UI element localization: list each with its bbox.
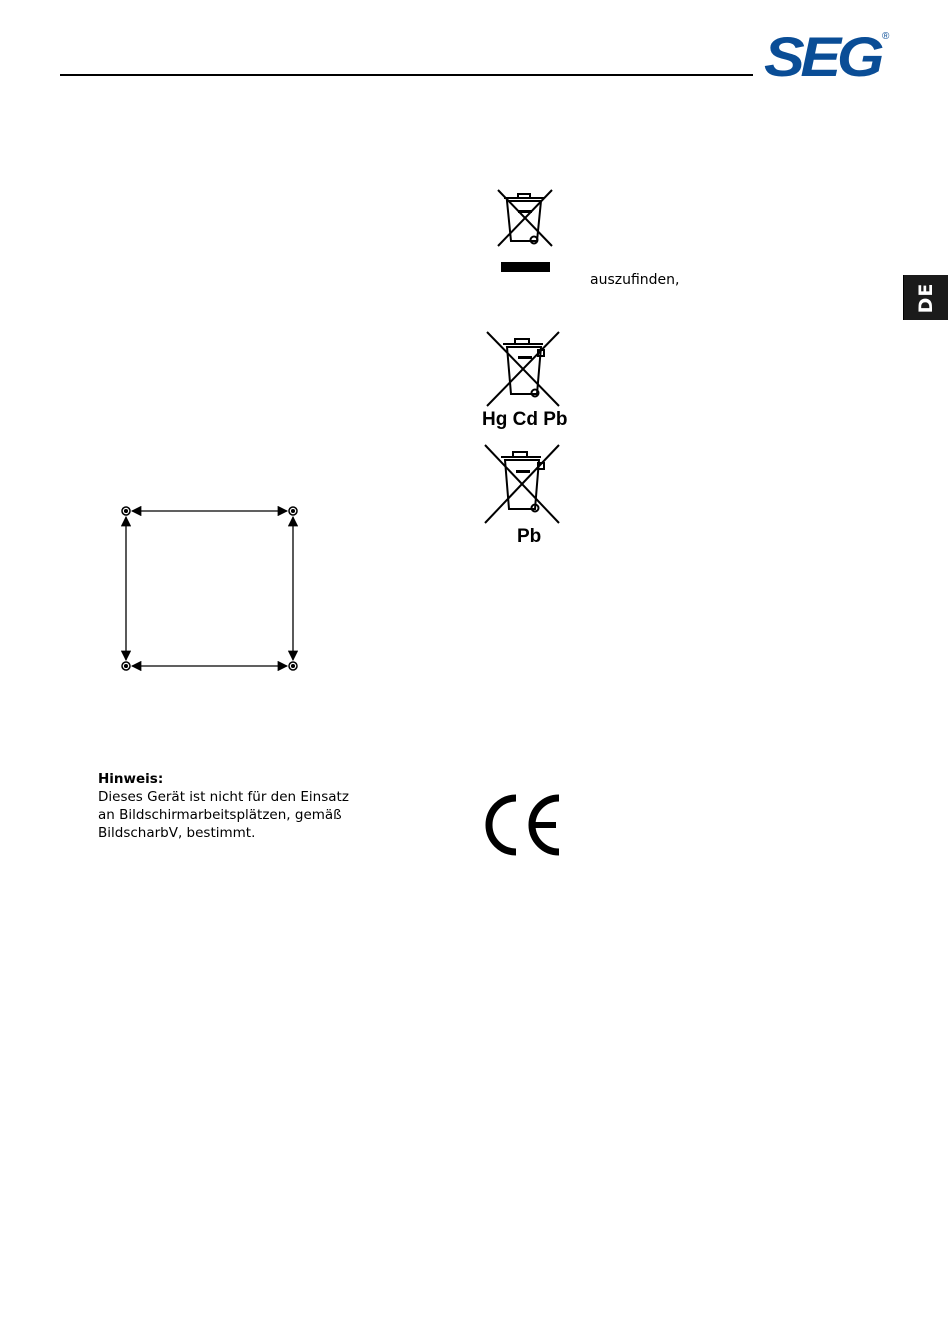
mount-holes — [122, 507, 297, 670]
language-tab-label: DE — [915, 282, 937, 313]
wall-mount-diagram — [115, 500, 305, 678]
note-line: BildscharbV, bestimmt. — [98, 825, 256, 841]
note-line: Dieses Gerät ist nicht für den Einsatz — [98, 789, 349, 805]
battery-label-hg-cd-pb: Hg Cd Pb — [482, 409, 568, 430]
logo-text: SEG — [764, 28, 883, 80]
battery-bin-hg-cd-pb-icon — [485, 330, 563, 408]
weee-bin-icon — [494, 186, 558, 276]
note-line: an Bildschirmarbeitsplätzen, gemäß — [98, 807, 342, 823]
battery-bin-pb-icon — [483, 443, 561, 525]
seg-logo — [764, 28, 894, 80]
note-title: Hinweis: — [98, 771, 164, 787]
battery-label-pb: Pb — [517, 526, 542, 547]
registered-mark: ® — [882, 31, 890, 42]
body-text-fragment: auszufinden, — [590, 272, 680, 288]
language-tab — [903, 275, 948, 320]
note-block — [98, 770, 398, 842]
header-rule — [60, 74, 753, 76]
ce-mark-icon — [484, 794, 564, 856]
